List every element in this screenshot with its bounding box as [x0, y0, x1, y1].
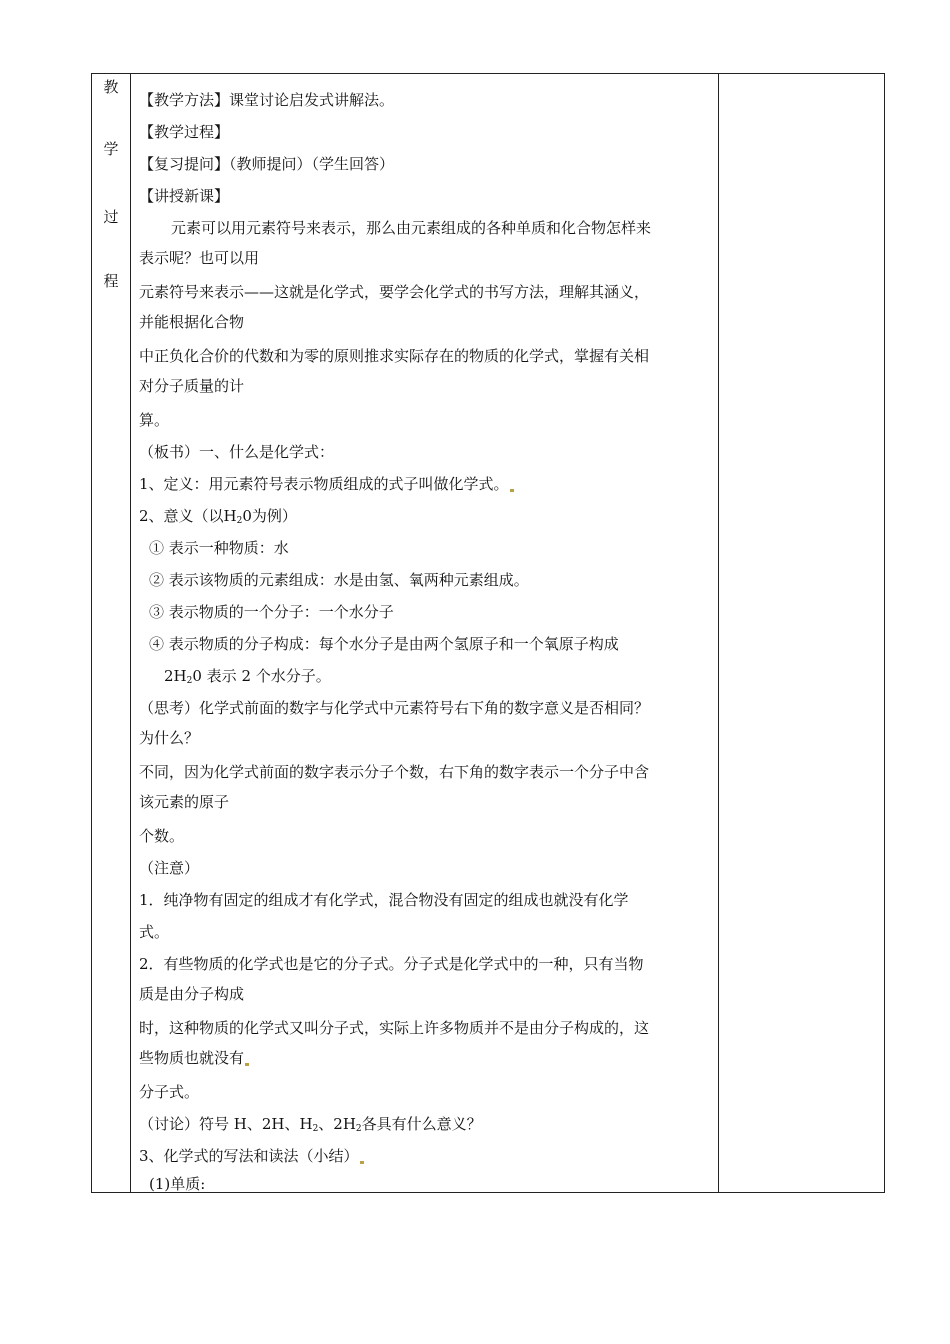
note-item: 分子式。	[139, 1083, 200, 1101]
discussion-line: （讨论）符号 H、2H、$H_2$、$2H_2$各具有什么意义？	[139, 1115, 482, 1134]
paragraph-line: 并能根据化合物	[139, 313, 245, 331]
note-heading: （注意）	[139, 859, 200, 877]
paragraph-line: 对分子质量的计	[139, 377, 245, 395]
note-item: 1．纯净物有固定的组成才有化学式，混合物没有固定的组成也就没有化学	[139, 891, 629, 909]
paragraph-line: 表示呢？也可以用	[139, 249, 260, 267]
meaning-item: ③ 表示物质的一个分子：一个水分子	[149, 603, 394, 621]
teaching-method-line: 【教学方法】课堂讨论启发式讲解法。	[139, 91, 395, 109]
think-answer: 该元素的原子	[139, 793, 230, 811]
row-label-char: 教	[103, 78, 119, 96]
paragraph-line: 元素可以用元素符号来表示，那么由元素组成的各种单质和化合物怎样来	[171, 219, 652, 237]
new-lesson-heading: 【讲授新课】	[139, 187, 230, 205]
column-divider	[718, 74, 719, 1192]
row-label-char: 程	[103, 272, 119, 290]
row-label-char: 学	[103, 140, 119, 158]
meaning-item: ① 表示一种物质：水	[149, 539, 289, 557]
scan-mark	[245, 1063, 249, 1066]
element-substance-item: (1)单质:	[149, 1175, 206, 1193]
column-divider	[130, 74, 131, 1192]
meaning-heading: 2、意义（以$H_20$为例）	[139, 507, 297, 526]
note-item: 些物质也就没有	[139, 1048, 249, 1068]
think-answer: 个数。	[139, 827, 185, 845]
note-item: 时，这种物质的化学式又叫分子式，实际上许多物质并不是由分子构成的，这	[139, 1019, 650, 1037]
meaning-item: ④ 表示物质的分子构成：每个水分子是由两个氢原子和一个氧原子构成	[149, 635, 619, 653]
think-question: 为什么？	[139, 729, 200, 747]
note-item: 2．有些物质的化学式也是它的分子式。分子式是化学式中的一种，只有当物	[139, 955, 644, 973]
paragraph-line: 元素符号来表示——这就是化学式，要学会化学式的书写方法，理解其涵义，	[139, 283, 650, 301]
think-question: （思考）化学式前面的数字与化学式中元素符号右下角的数字意义是否相同？	[139, 699, 650, 717]
meaning-item: ② 表示该物质的元素组成：水是由氢、氧两种元素组成。	[149, 571, 529, 589]
scan-mark	[510, 489, 514, 492]
definition-line: 1、定义：用元素符号表示物质组成的式子叫做化学式。	[139, 474, 514, 494]
note-item: 式。	[139, 923, 170, 941]
note-item: 质是由分子构成	[139, 985, 245, 1003]
paragraph-line: 算。	[139, 411, 170, 429]
lesson-table	[91, 73, 885, 1193]
paragraph-line: 中正负化合价的代数和为零的原则推求实际存在的物质的化学式，掌握有关相	[139, 347, 650, 365]
formula-writing-heading: 3、化学式的写法和读法（小结）	[139, 1146, 364, 1166]
scan-mark	[360, 1161, 364, 1164]
example-line: $2H_20$ 表示 2 个水分子。	[164, 667, 331, 686]
row-label-char: 过	[103, 208, 119, 226]
board-heading: （板书）一、什么是化学式：	[139, 443, 335, 461]
think-answer: 不同，因为化学式前面的数字表示分子个数，右下角的数字表示一个分子中含	[139, 763, 650, 781]
review-question-line: 【复习提问】（教师提问）（学生回答）	[139, 155, 395, 173]
teaching-process-heading: 【教学过程】	[139, 123, 230, 141]
